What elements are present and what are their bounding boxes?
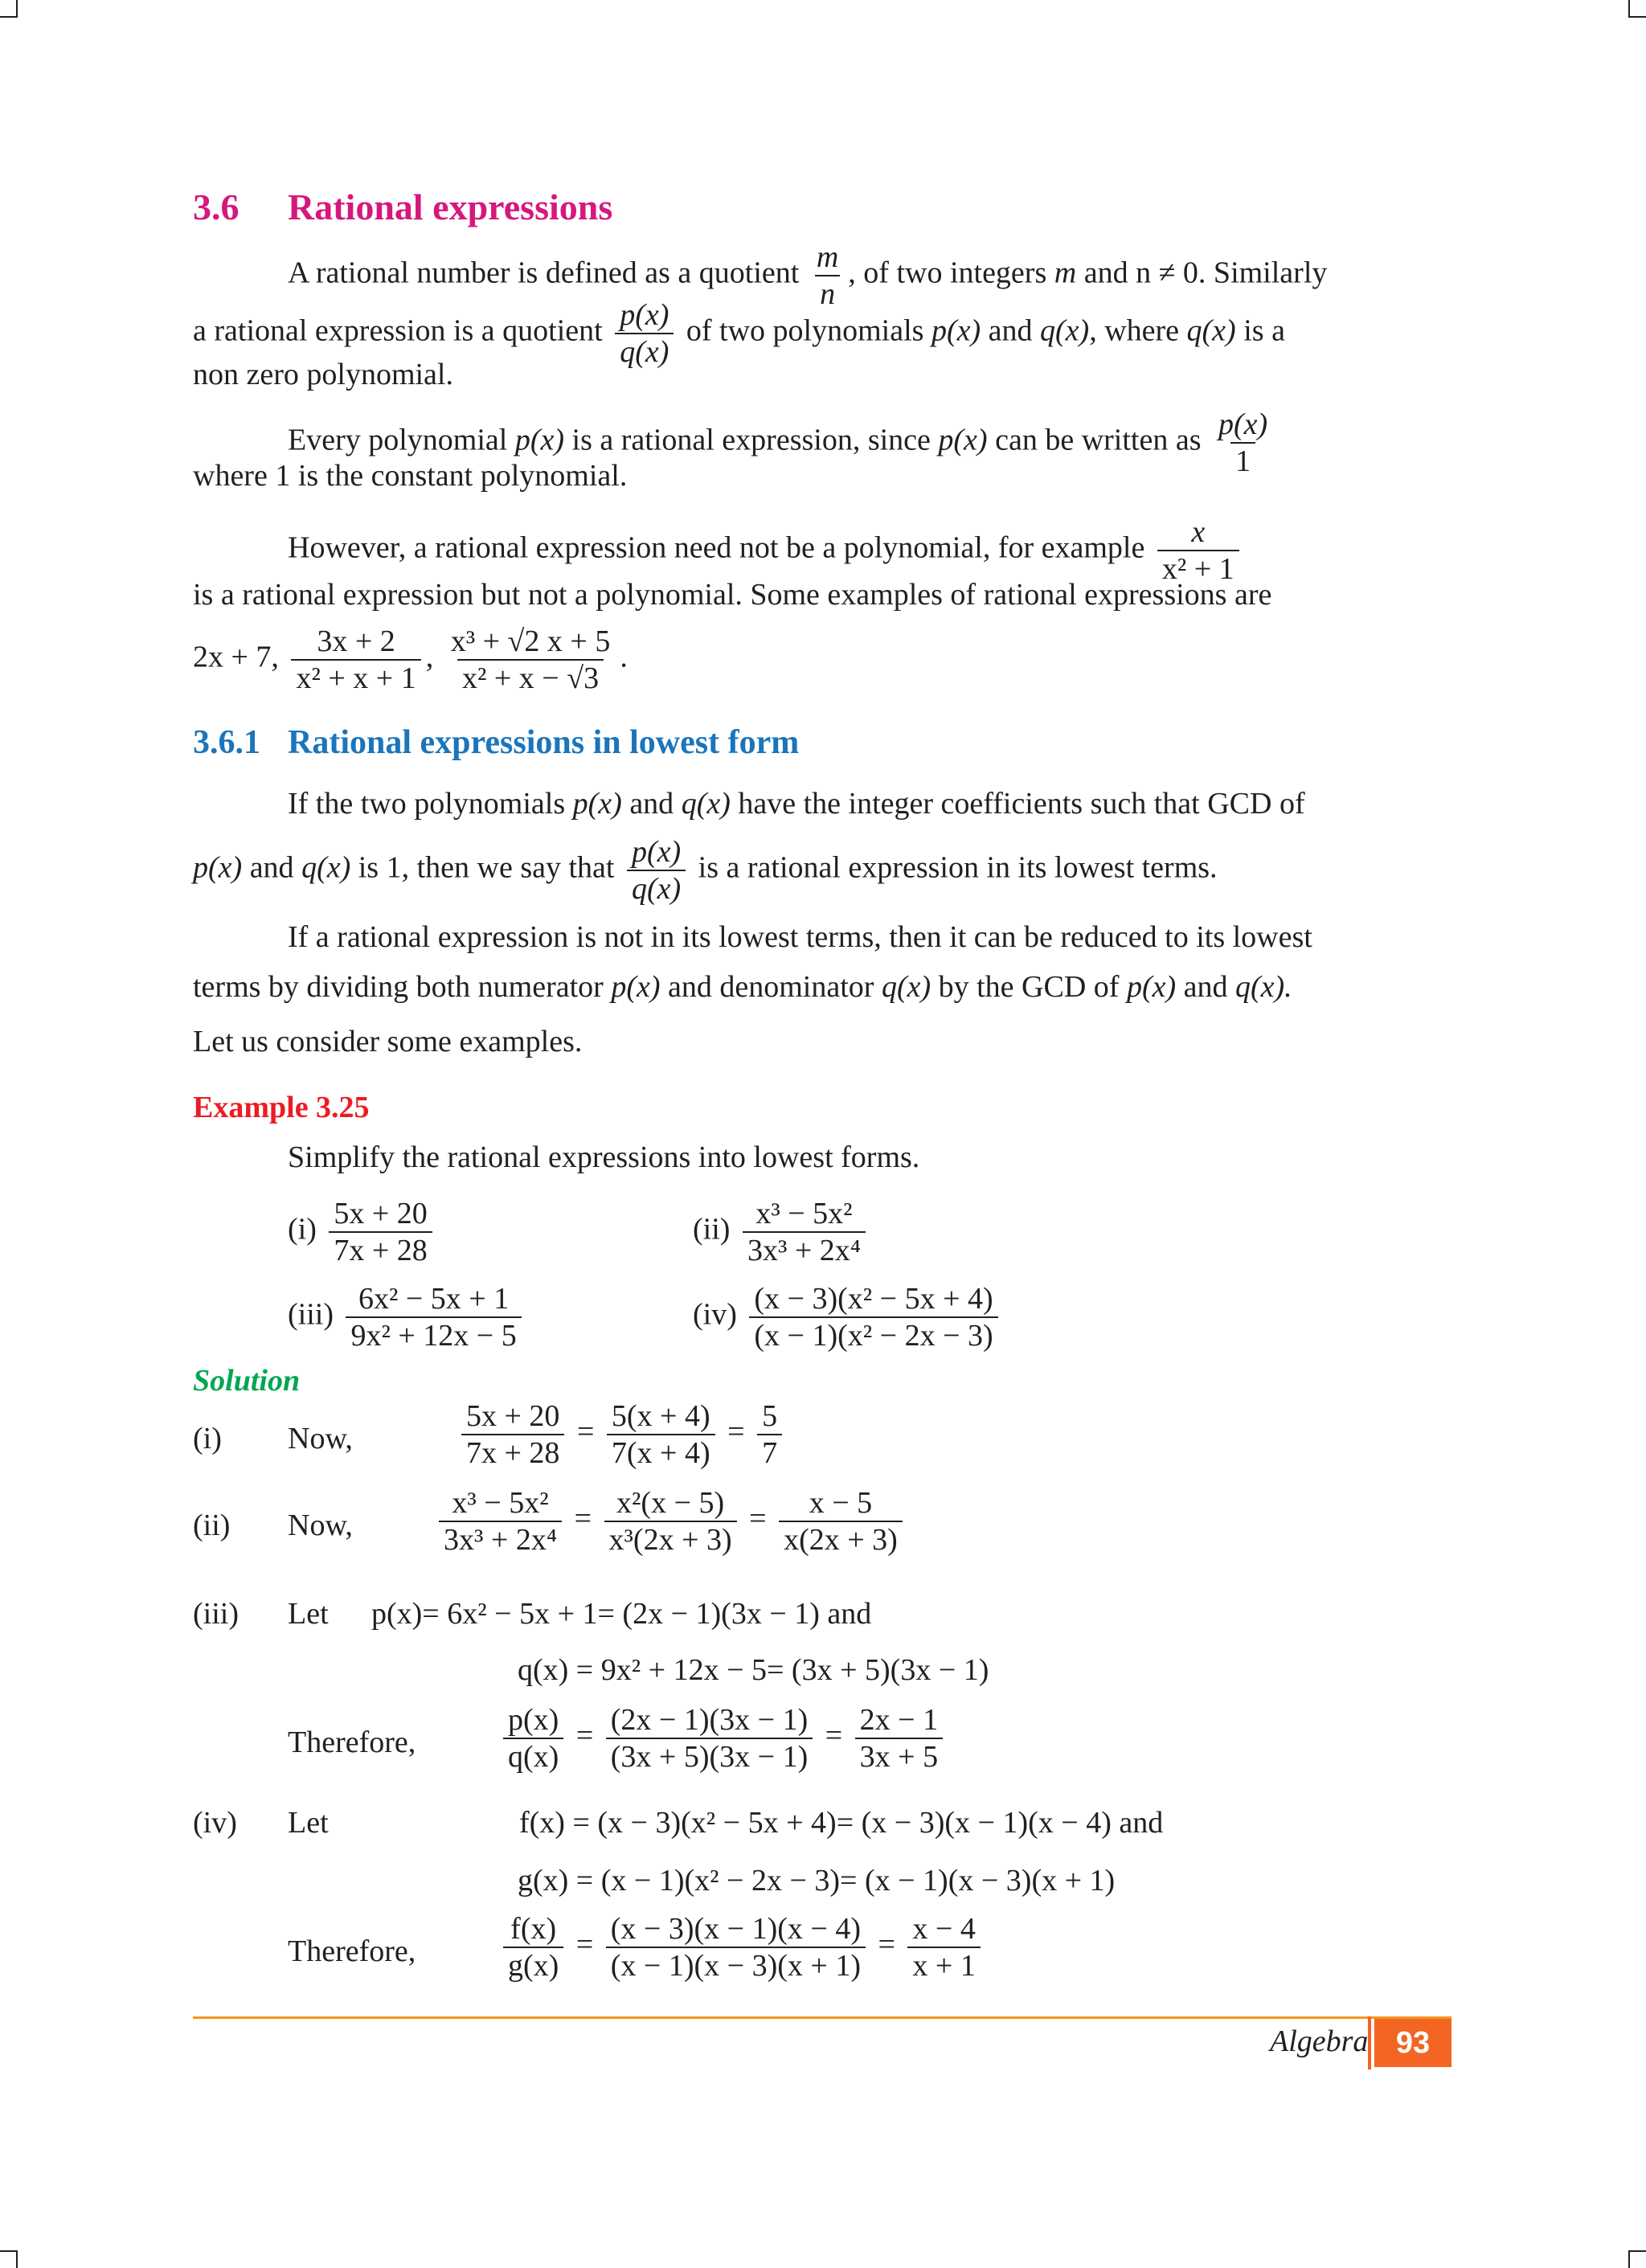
subsection-number: 3.6.1 [193,724,260,761]
p5-line1: If a rational expression is not in its lowest terms, then it can be reduced to its lowest [288,920,1312,954]
solution-iii-label: (iii) [193,1597,239,1631]
solution-i-label: (i) [193,1422,222,1455]
p1-line2: a rational expression is a quotient $\frac{p(x)}{q(x)}$ of two polynomials p(x) and q(x), where q(x) is a [193,298,1285,369]
solution-iii-word: Let [288,1597,329,1631]
example-title: Example 3.25 [193,1091,370,1124]
example-item-i: (i) $\frac{5x + 20}{7x + 28}$ [288,1196,437,1268]
solution-iv-equation: $\frac{f(x)}{g(x)}$ = $\frac{(x - 3)(x - 1)(x - 4)}{(x - 1)(x - 3)(x + 1)}$ = $\frac{x - 4}{x + 1}$ [498,1911,985,1983]
solution-i-equation: $\frac{5x + 20}{7x + 28}$ = $\frac{5(x + 4)}{7(x + 4)}$ = $\frac{5}{7}$ [457,1398,787,1471]
p3-line1: However, a rational expression need not be a polynomial, for example $\frac{x}{\text{x² + 1}}$ [193,514,1550,587]
example-item-iii: (iii) $\frac{\text{6x² − 5x + 1}}{\text{9x² + 12x − 5}}$ [288,1281,526,1353]
p4-line2: p(x) and q(x) is 1, then we say that $\frac{p(x)}{q(x)}$ is a rational expression in its lowest terms. [193,835,1218,906]
section-heading [193,186,1455,228]
solution-iv-label: (iv) [193,1806,237,1840]
p3-examples: 2x + 7, $\frac{3x + 2}{\text{x² + x + 1}}$ , $\frac{\text{x³ + √2 x + 5}}{\text{x² + x − √3}}$ . [193,624,628,695]
fraction-m-over-n: $\frac{m}{n}$ [816,240,839,311]
p1-line1: A rational number is defined as a quotient $\frac{m}{n}$ , of two integers m and n ≠ 0. Similarly [288,240,1328,311]
crop-mark-top-left [0,0,18,18]
solution-ii-label: (ii) [193,1509,231,1542]
solution-iii-q-line: q(x) = 9x² + 12x − 5= (3x + 5)(3x − 1) [518,1653,989,1687]
crop-mark-top-right [1628,0,1646,18]
solution-iii-p-line: p(x)= 6x² − 5x + 1= (2x − 1)(3x − 1) and [371,1597,872,1631]
solution-iii-therefore: Therefore, [288,1726,416,1759]
fraction-p-over-q: $\frac{p(x)}{q(x)}$ [615,297,674,370]
solution-iv-word: Let [288,1806,329,1840]
fraction-p-over-q-lowest: $\frac{p(x)}{q(x)}$ [627,834,686,907]
solution-i-word: Now, [288,1422,353,1455]
p5-line2: terms by dividing both numerator p(x) and denominator q(x) by the GCD of p(x) and q(x). [193,970,1292,1004]
section-number: 3.6 [193,186,240,227]
solution-iv-f-line: f(x) = (x − 3)(x² − 5x + 4)= (x − 3)(x − 1)(x − 4) and [519,1806,1164,1840]
solution-iv-g-line: g(x) = (x − 1)(x² − 2x − 3)= (x − 1)(x − 3)(x + 1) [518,1864,1116,1898]
example-item-ii: (ii) $\frac{\text{x³ − 5x²}}{\text{3x³ + 2x⁴}}$ [693,1196,870,1268]
subsection-title: Rational expressions in lowest form [288,724,800,761]
solution-ii-word: Now, [288,1509,353,1542]
fraction-p-over-1: $\frac{p(x)}{1}$ [1218,407,1268,478]
footer-chapter-label: Algebra [1270,2024,1369,2058]
page-number: 93 [1374,2019,1452,2067]
fraction-example-3: $\frac{\text{x³ + √2 x + 5}}{\text{x² + x − √3}}$ [450,624,611,695]
crop-mark-bottom-right [1628,2250,1646,2268]
solution-ii-equation: $\frac{\text{x³ − 5x²}}{\text{3x³ + 2x⁴}}$ = $\frac{\text{x²(x − 5)}}{\text{x³(2x + 3)}}$ = $\frac{x - 5}{x(2x + 3)}$ [434,1485,907,1558]
solution-iii-equation: $\frac{p(x)}{q(x)}$ = $\frac{(2x - 1)(3x - 1)}{(3x + 5)(3x - 1)}$ = $\frac{2x - 1}{3x + 5}$ [498,1702,948,1775]
solution-iv-therefore: Therefore, [288,1934,416,1968]
page-number-divider [1368,2016,1371,2069]
fraction-x-over-x2-plus-1: $\frac{x}{\text{x² + 1}}$ [1157,514,1239,587]
p1-line3: non zero polynomial. [193,358,453,391]
example-item-iv: (iv) $\frac{\text{(x − 3)(x² − 5x + 4)}}{\text{(x − 1)(x² − 2x − 3)}}$ [693,1281,1003,1353]
p5-line3: Let us consider some examples. [193,1025,583,1058]
subsection-heading [193,722,1455,764]
section-title: Rational expressions [288,186,613,227]
p4-line1: If the two polynomials p(x) and q(x) have the integer coefficients such that GCD of [288,787,1305,821]
footer-rule [193,2016,1452,2019]
p2-line1: Every polynomial p(x) is a rational expression, since p(x) can be written as $\frac{p(x)}{1}$ [193,407,1550,479]
fraction-example-2: $\frac{3x + 2}{\text{x² + x + 1}}$ [291,624,420,696]
solution-title: Solution [193,1364,301,1398]
crop-mark-bottom-left [0,2250,18,2268]
p2-line2: where 1 is the constant polynomial. [193,459,628,493]
example-prompt: Simplify the rational expressions into lowest forms. [288,1140,920,1174]
p3-line2: is a rational expression but not a polynomial. Some examples of rational expressions are [193,578,1272,612]
